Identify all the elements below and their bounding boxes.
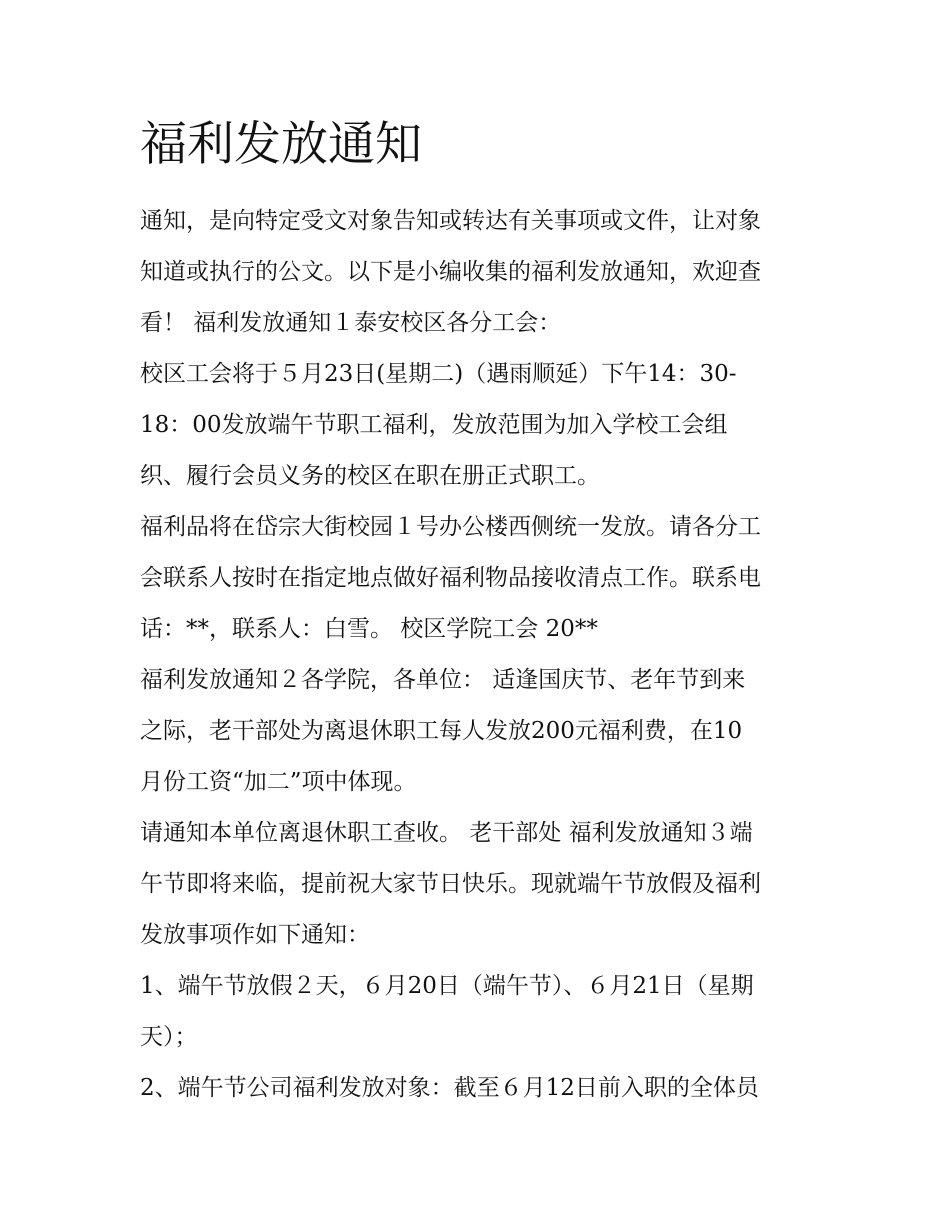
body-line: 话：**，联系人：白雪。 校区学院工会 20** [140,616,598,642]
body-line: 福利发放通知２各学院，各单位： 适逢国庆节、老年节到来 [140,667,746,693]
body-line: 之际，老干部处为离退休职工每人发放200元福利费，在10 [140,718,743,744]
body-line: 18：00发放端午节职工福利，发放范围为加入学校工会组 [140,412,728,438]
body-line: 织、履行会员义务的校区在职在册正式职工。 [140,463,600,489]
body-line: 知道或执行的公文。以下是小编收集的福利发放通知，欢迎查 [140,259,761,285]
body-line: 福利品将在岱宗大街校园１号办公楼西侧统一发放。请各分工 [140,514,761,540]
document-title: 福利发放通知 [140,117,422,172]
body-line: 校区工会将于５月23日(星期二)（遇雨顺延）下午14：30- [140,361,737,387]
body-line: 1、端午节放假２天，６月20日（端午节）、６月21日（星期 [140,973,754,999]
body-line: 通知，是向特定受文对象告知或转达有关事项或文件，让对象 [140,208,761,234]
document-body [140,196,820,1114]
body-line: 发放事项作如下通知： [140,922,370,948]
body-line: 月份工资“加二”项中体现。 [140,769,417,795]
body-line: 午节即将来临，提前祝大家节日快乐。现就端午节放假及福利 [140,871,761,897]
body-line: 请通知本单位离退休职工查收。 老干部处 福利发放通知３端 [140,820,753,846]
body-line: 看！ 福利发放通知１泰安校区各分工会： [140,310,562,336]
body-line: 天）； [140,1024,198,1050]
body-line: 会联系人按时在指定地点做好福利物品接收清点工作。联系电 [140,565,761,591]
body-line: 2、端午节公司福利发放对象：截至６月12日前入职的全体员 [140,1075,759,1101]
